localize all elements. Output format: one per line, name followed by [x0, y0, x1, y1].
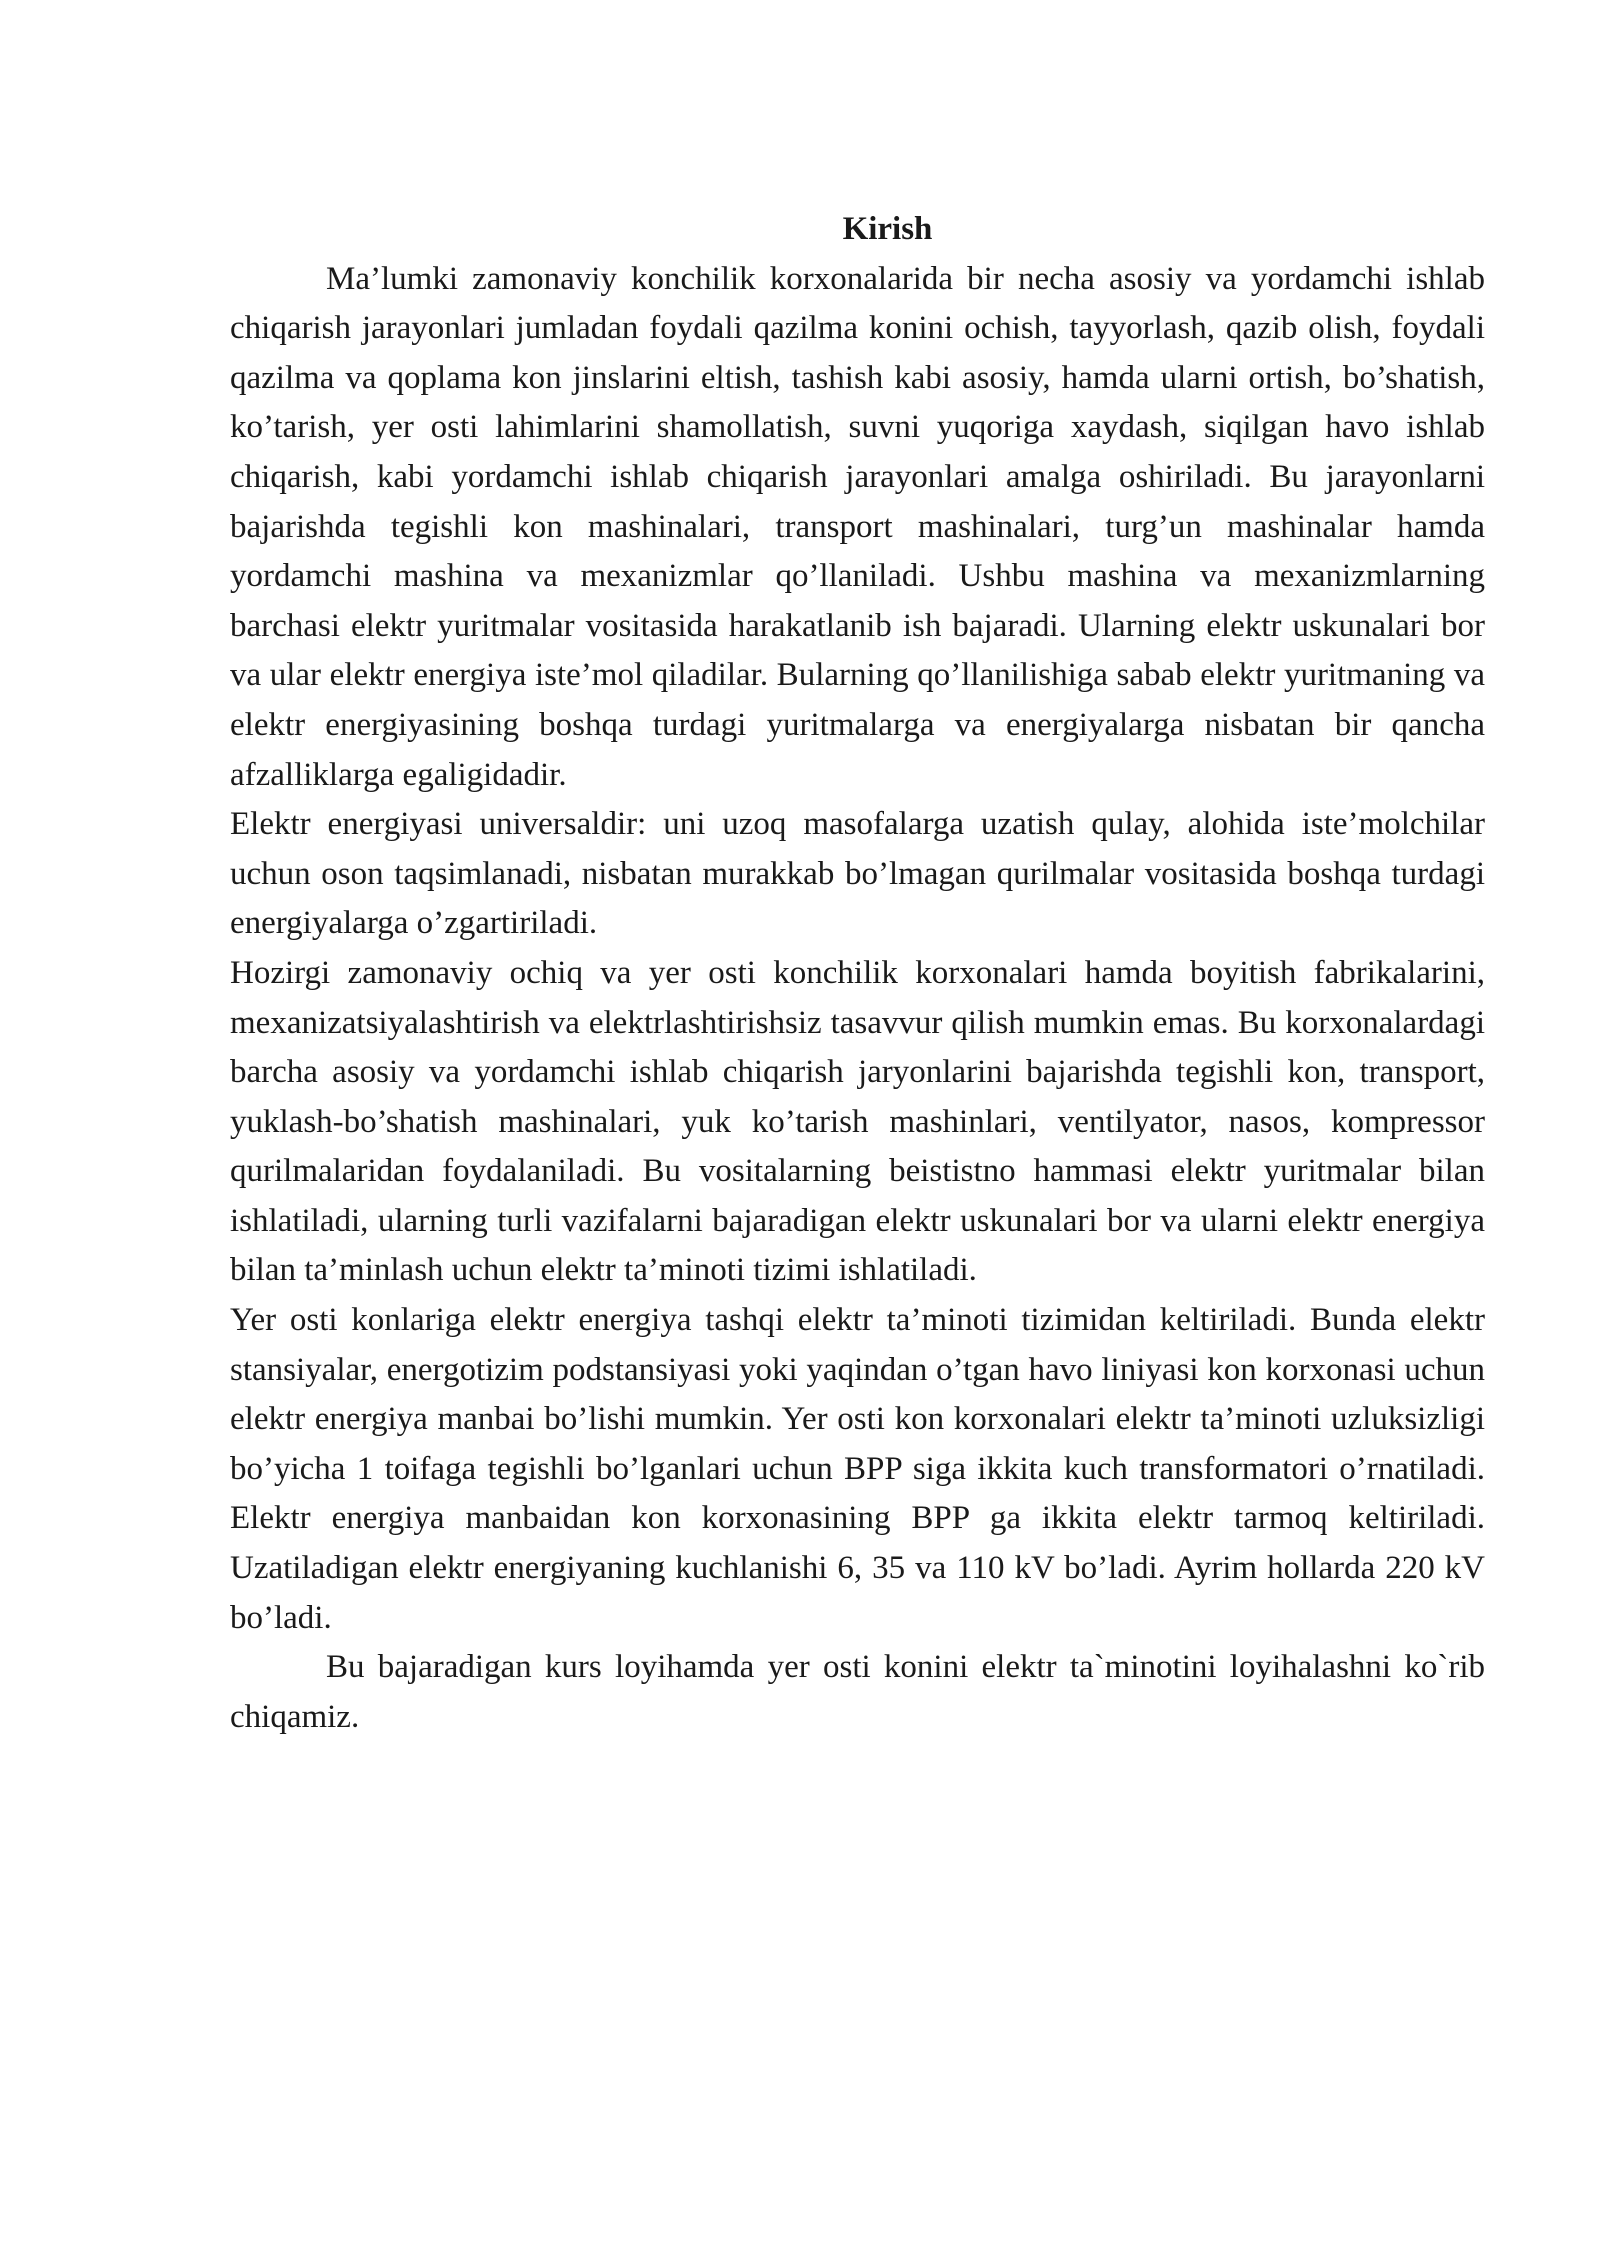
paragraph-course-project: Bu bajaradigan kurs loyihamda yer osti konini elektr ta`minotini loyihalashni ko`rib chiqamiz.	[230, 1649, 1485, 1735]
paragraph-intro: Ma’lumki zamonaviy konchilik korxonalarida bir necha asosiy va yordamchi ishlab chiqarish jarayonlari jumladan foydali qazilma konini ochish, tayyorlash, qazib olish, foydali qazilma va qoplama kon jinslarini eltish, tashish kabi asosiy, hamda ularni ortish, bo’shatish, ko’tarish, yer osti lahimlarini shamollatish, suvni yuqoriga xaydash, siqilgan havo ishlab chiqarish, kabi yordamchi ishlab chiqarish jarayonlari amalga oshiriladi. Bu jarayonlarni bajarishda tegishli kon mashinalari, transport mashinalari, turg’un mashinalar hamda yordamchi mashina va mexanizmlar qo’llaniladi. Ushbu mashina va mexanizmlarning barchasi elektr yuritmalar vositasida harakatlanib ish bajaradi. Ularning elektr uskunalari bor va ular elektr energiya iste’mol qiladilar. Bularning qo’llanilishiga sabab elektr yuritmaning va elektr energiyasining boshqa turdagi yuritmalarga va energiyalarga nisbatan bir qancha afzalliklarga egaligidadir.	[230, 260, 1485, 793]
document-body	[230, 205, 1485, 1742]
paragraph-universal: Elektr energiyasi universaldir: uni uzoq masofalarga uzatish qulay, alohida iste’molchilar uchun oson taqsimlanadi, nisbatan murakkab bo’lmagan qurilmalar vositasida boshqa turdagi energiyalarga o’zgartiriladi.	[230, 806, 1485, 942]
paragraph-power-supply: Yer osti konlariga elektr energiya tashqi elektr ta’minoti tizimidan keltiriladi. Bunda elektr stansiyalar, energotizim podstansiyasi yoki yaqindan o’tgan havo liniyasi kon korxonasi uchun elektr energiya manbai bo’lishi mumkin. Yer osti kon korxonalari elektr ta’minoti uzluksizligi bo’yicha 1 toifaga tegishli bo’lganlari uchun BPP siga ikkita kuch transformatori o’rnatiladi. Elektr energiya manbaidan kon korxonasining BPP ga ikkita elektr tarmoq keltiriladi. Uzatiladigan elektr energiyaning kuchlanishi 6, 35 va 110 kV bo’ladi. Ayrim hollarda 220 kV bo’ladi.	[230, 1302, 1485, 1636]
paragraph-modern-enterprises: Hozirgi zamonaviy ochiq va yer osti konchilik korxonalari hamda boyitish fabrikalarini, mexanizatsiyalashtirish va elektrlashtirishsiz tasavvur qilish mumkin emas. Bu korxonalardagi barcha asosiy va yordamchi ishlab chiqarish jaryonlarini bajarishda tegishli kon, transport, yuklash-bo’shatish mashinalari, yuk ko’tarish mashinlari, ventilyator, nasos, kompressor qurilmalaridan foydalaniladi. Bu vositalarning beististno hammasi elektr yuritmalar bilan ishlatiladi, ularning turli vazifalarni bajaradigan elektr uskunalari bor va ularni elektr energiya bilan ta’minlash uchun elektr ta’minoti tizimi ishlatiladi.	[230, 954, 1485, 1289]
page-title: Kirish	[842, 211, 933, 247]
